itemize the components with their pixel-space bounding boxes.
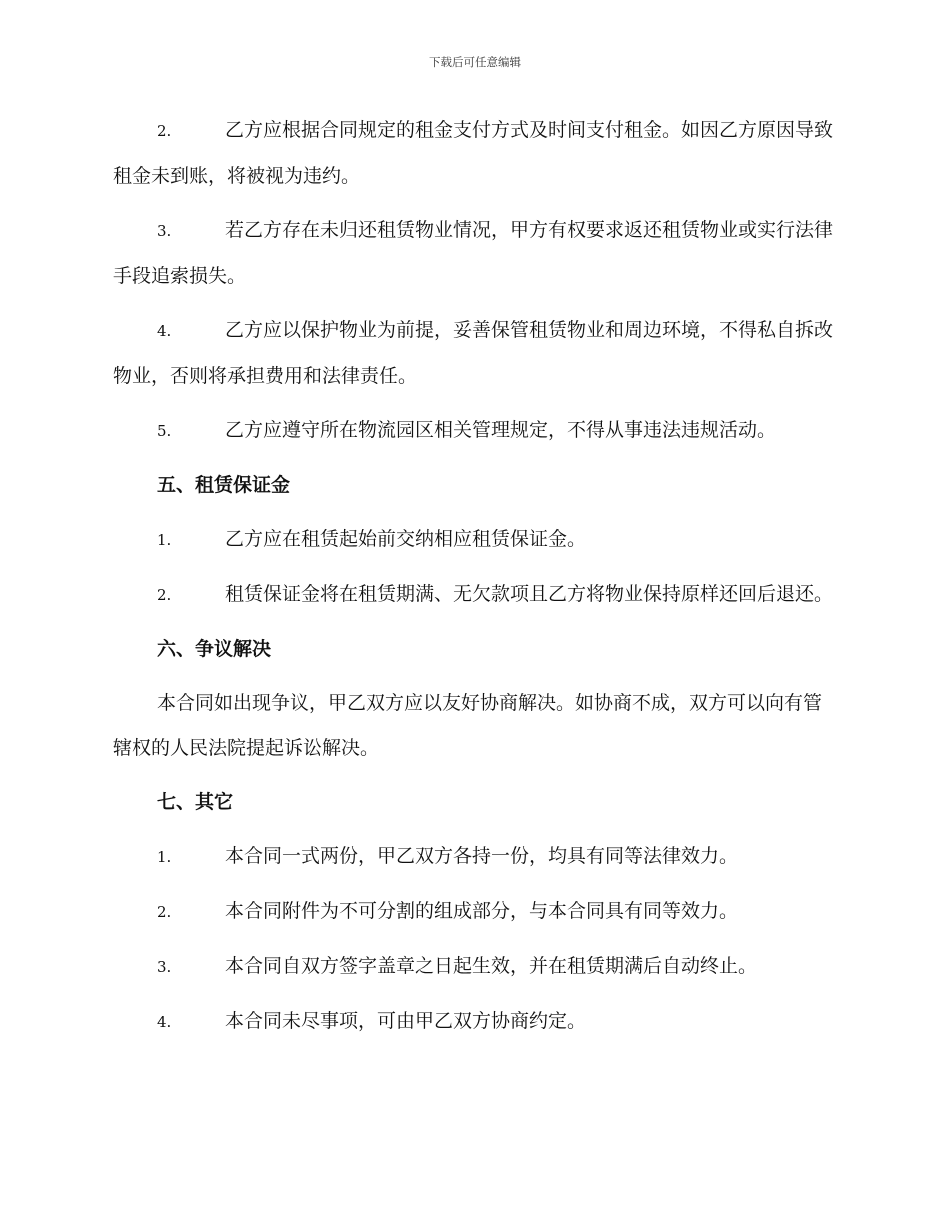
clause-number: 3. — [157, 958, 172, 976]
clause-item — [113, 408, 838, 454]
clause-item — [113, 944, 838, 990]
clause-number: 1. — [157, 531, 172, 549]
clause-text: 本合同一式两份，甲乙双方各持一份，均具有同等法律效力。 — [225, 845, 739, 867]
clause-number: 4. — [157, 322, 172, 340]
section-heading: 七、其它 — [157, 791, 234, 813]
clause-item — [113, 308, 838, 399]
section-heading: 五、租赁保证金 — [157, 474, 291, 496]
clause-item — [113, 517, 838, 563]
clause-number: 3. — [157, 222, 172, 240]
clause-number: 1. — [157, 848, 172, 866]
clause-text: 乙方应根据合同规定的租金支付方式及时间支付租金。如因乙方原因导致租金未到账，将被视为违约。 — [113, 119, 834, 187]
clause-item — [113, 108, 838, 199]
clause-item — [113, 999, 838, 1045]
body-paragraph: 本合同如出现争议，甲乙双方应以友好协商解决。如协商不成，双方可以向有管辖权的人民法院提起诉讼解决。 — [113, 692, 823, 759]
clause-number: 4. — [157, 1013, 172, 1031]
clause-text: 租赁保证金将在租赁期满、无欠款项且乙方将物业保持原样还回后退还。 — [225, 583, 834, 605]
clause-item — [113, 834, 838, 880]
clause-text: 本合同附件为不可分割的组成部分，与本合同具有同等效力。 — [225, 900, 739, 922]
clause-number: 2. — [157, 586, 172, 604]
clause-number: 2. — [157, 122, 172, 140]
clause-number: 2. — [157, 903, 172, 921]
clause-number: 5. — [157, 422, 172, 440]
clause-text: 若乙方存在未归还租赁物业情况，甲方有权要求返还租赁物业或实行法律手段追索损失。 — [113, 219, 834, 287]
clause-item — [113, 889, 838, 935]
clause-item — [113, 208, 838, 299]
clause-item — [113, 572, 838, 618]
page-header: 下载后可任意编辑 — [429, 55, 521, 69]
section-heading: 六、争议解决 — [157, 638, 272, 660]
clause-text: 本合同自双方签字盖章之日起生效，并在租赁期满后自动终止。 — [225, 955, 758, 977]
clause-text: 乙方应在租赁起始前交纳相应租赁保证金。 — [225, 528, 587, 550]
document-body — [113, 108, 838, 1054]
clause-text: 乙方应遵守所在物流园区相关管理规定，不得从事违法违规活动。 — [225, 419, 777, 441]
clause-text: 本合同未尽事项，可由甲乙双方协商约定。 — [225, 1010, 587, 1032]
clause-text: 乙方应以保护物业为前提，妥善保管租赁物业和周边环境，不得私自拆改物业，否则将承担费用和法律责任。 — [113, 319, 834, 387]
